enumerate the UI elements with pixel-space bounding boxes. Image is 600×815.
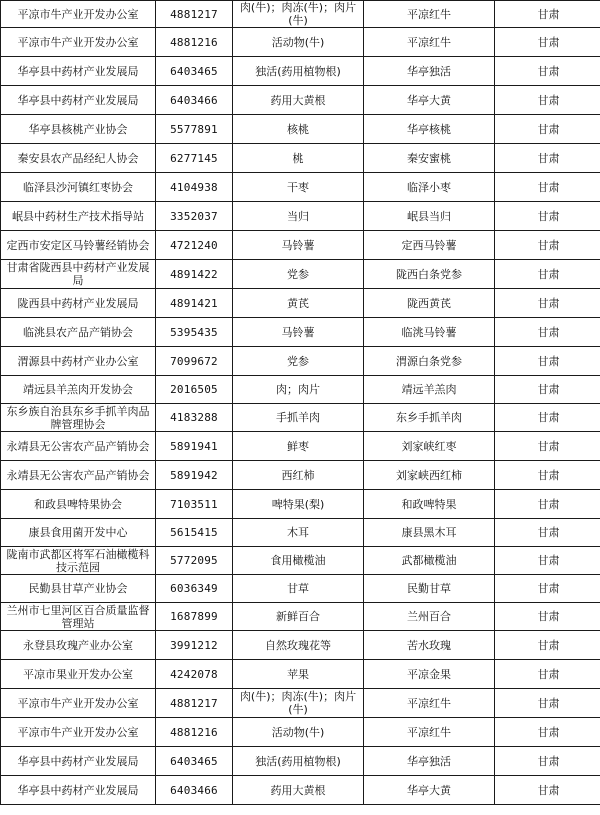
cell-product: 独活(药用植物根) — [233, 747, 364, 776]
table-row — [1, 57, 600, 86]
cell-product: 肉；肉片 — [233, 376, 364, 404]
cell-applicant: 岷县中药材生产技术指导站 — [1, 202, 156, 231]
cell-registration-number: 6036349 — [156, 575, 233, 603]
cell-registration-number: 7099672 — [156, 347, 233, 376]
cell-applicant: 永登县玫瑰产业办公室 — [1, 631, 156, 660]
cell-region: 甘肃 — [495, 461, 600, 490]
cell-applicant: 华亭县中药材产业发展局 — [1, 86, 156, 115]
cell-product: 核桃 — [233, 115, 364, 144]
cell-trademark: 华亭核桃 — [364, 115, 495, 144]
cell-region: 甘肃 — [495, 404, 600, 432]
cell-region: 甘肃 — [495, 318, 600, 347]
cell-applicant: 永靖县无公害农产品产销协会 — [1, 461, 156, 490]
cell-product: 活动物(牛) — [233, 718, 364, 747]
cell-product: 鲜枣 — [233, 432, 364, 461]
cell-trademark: 陇西白条党参 — [364, 260, 495, 289]
cell-product: 干枣 — [233, 173, 364, 202]
cell-applicant: 华亭县中药材产业发展局 — [1, 776, 156, 805]
cell-product: 肉(牛)；肉冻(牛)；肉片(牛) — [233, 689, 364, 718]
cell-registration-number: 5772095 — [156, 547, 233, 575]
cell-applicant: 平凉市牛产业开发办公室 — [1, 689, 156, 718]
cell-region: 甘肃 — [495, 86, 600, 115]
table-row — [1, 575, 600, 603]
table-row — [1, 115, 600, 144]
cell-registration-number: 4242078 — [156, 660, 233, 689]
cell-product: 肉(牛)；肉冻(牛)；肉片(牛) — [233, 1, 364, 28]
table-row — [1, 404, 600, 432]
cell-applicant: 东乡族自治县东乡手抓羊肉品牌管理协会 — [1, 404, 156, 432]
cell-product: 木耳 — [233, 519, 364, 547]
cell-product: 自然玫瑰花等 — [233, 631, 364, 660]
cell-region: 甘肃 — [495, 747, 600, 776]
cell-region: 甘肃 — [495, 519, 600, 547]
cell-product: 党参 — [233, 347, 364, 376]
table-row — [1, 376, 600, 404]
table-row — [1, 490, 600, 519]
cell-trademark: 平凉红牛 — [364, 689, 495, 718]
cell-applicant: 临泽县沙河镇红枣协会 — [1, 173, 156, 202]
cell-product: 黄芪 — [233, 289, 364, 318]
cell-region: 甘肃 — [495, 347, 600, 376]
table-row — [1, 660, 600, 689]
cell-product: 药用大黄根 — [233, 86, 364, 115]
cell-registration-number: 5891942 — [156, 461, 233, 490]
cell-applicant: 华亭县中药材产业发展局 — [1, 57, 156, 86]
cell-registration-number: 2016505 — [156, 376, 233, 404]
cell-registration-number: 4881216 — [156, 718, 233, 747]
cell-product: 甘草 — [233, 575, 364, 603]
cell-trademark: 平凉红牛 — [364, 1, 495, 28]
cell-trademark: 刘家峡红枣 — [364, 432, 495, 461]
cell-applicant: 平凉市牛产业开发办公室 — [1, 1, 156, 28]
cell-trademark: 渭源白条党参 — [364, 347, 495, 376]
cell-applicant: 定西市安定区马铃薯经销协会 — [1, 231, 156, 260]
cell-trademark: 和政啤特果 — [364, 490, 495, 519]
cell-region: 甘肃 — [495, 432, 600, 461]
cell-region: 甘肃 — [495, 631, 600, 660]
table-row — [1, 689, 600, 718]
cell-applicant: 永靖县无公害农产品产销协会 — [1, 432, 156, 461]
cell-region: 甘肃 — [495, 260, 600, 289]
cell-product: 苹果 — [233, 660, 364, 689]
cell-applicant: 平凉市牛产业开发办公室 — [1, 28, 156, 57]
table-row — [1, 631, 600, 660]
cell-trademark: 刘家峡西红柿 — [364, 461, 495, 490]
table-row — [1, 547, 600, 575]
cell-applicant: 靖远县羊羔肉开发协会 — [1, 376, 156, 404]
cell-trademark: 陇西黄芪 — [364, 289, 495, 318]
table-row — [1, 231, 600, 260]
cell-registration-number: 4881217 — [156, 689, 233, 718]
table-row — [1, 318, 600, 347]
cell-trademark: 民勤甘草 — [364, 575, 495, 603]
cell-applicant: 平凉市果业开发办公室 — [1, 660, 156, 689]
cell-registration-number: 6403466 — [156, 86, 233, 115]
cell-region: 甘肃 — [495, 718, 600, 747]
cell-region: 甘肃 — [495, 57, 600, 86]
cell-trademark: 岷县当归 — [364, 202, 495, 231]
table-row — [1, 461, 600, 490]
cell-product: 马铃薯 — [233, 231, 364, 260]
cell-trademark: 武都橄榄油 — [364, 547, 495, 575]
table-row — [1, 519, 600, 547]
cell-region: 甘肃 — [495, 660, 600, 689]
cell-registration-number: 4881216 — [156, 28, 233, 57]
cell-trademark: 华亭独活 — [364, 57, 495, 86]
cell-trademark: 临泽小枣 — [364, 173, 495, 202]
cell-applicant: 华亭县核桃产业协会 — [1, 115, 156, 144]
table-body — [1, 1, 600, 805]
cell-region: 甘肃 — [495, 547, 600, 575]
cell-trademark: 苦水玫瑰 — [364, 631, 495, 660]
cell-product: 新鲜百合 — [233, 603, 364, 631]
table-row — [1, 28, 600, 57]
table-row — [1, 202, 600, 231]
cell-region: 甘肃 — [495, 173, 600, 202]
cell-region: 甘肃 — [495, 776, 600, 805]
cell-applicant: 和政县啤特果协会 — [1, 490, 156, 519]
table-row — [1, 289, 600, 318]
cell-product: 西红柿 — [233, 461, 364, 490]
cell-applicant: 平凉市牛产业开发办公室 — [1, 718, 156, 747]
table-row — [1, 718, 600, 747]
cell-product: 手抓羊肉 — [233, 404, 364, 432]
cell-trademark: 兰州百合 — [364, 603, 495, 631]
cell-trademark: 靖远羊羔肉 — [364, 376, 495, 404]
cell-product: 食用橄榄油 — [233, 547, 364, 575]
cell-region: 甘肃 — [495, 289, 600, 318]
cell-product: 桃 — [233, 144, 364, 173]
cell-trademark: 华亭大黄 — [364, 86, 495, 115]
table-row — [1, 1, 600, 28]
cell-applicant: 陇西县中药材产业发展局 — [1, 289, 156, 318]
cell-registration-number: 7103511 — [156, 490, 233, 519]
cell-trademark: 华亭大黄 — [364, 776, 495, 805]
cell-trademark: 秦安蜜桃 — [364, 144, 495, 173]
cell-region: 甘肃 — [495, 689, 600, 718]
cell-product: 独活(药用植物根) — [233, 57, 364, 86]
cell-product: 当归 — [233, 202, 364, 231]
cell-region: 甘肃 — [495, 376, 600, 404]
cell-registration-number: 4891422 — [156, 260, 233, 289]
cell-region: 甘肃 — [495, 231, 600, 260]
table-row — [1, 144, 600, 173]
cell-applicant: 兰州市七里河区百合质量监督管理站 — [1, 603, 156, 631]
table-row — [1, 603, 600, 631]
cell-product: 马铃薯 — [233, 318, 364, 347]
cell-applicant: 陇南市武都区将军石油橄榄科技示范园 — [1, 547, 156, 575]
cell-registration-number: 4721240 — [156, 231, 233, 260]
cell-product: 活动物(牛) — [233, 28, 364, 57]
cell-applicant: 秦安县农产品经纪人协会 — [1, 144, 156, 173]
cell-registration-number: 4104938 — [156, 173, 233, 202]
cell-trademark: 东乡手抓羊肉 — [364, 404, 495, 432]
cell-region: 甘肃 — [495, 202, 600, 231]
cell-trademark: 平凉金果 — [364, 660, 495, 689]
cell-trademark: 康县黑木耳 — [364, 519, 495, 547]
cell-trademark: 平凉红牛 — [364, 28, 495, 57]
table-row — [1, 432, 600, 461]
cell-registration-number: 4891421 — [156, 289, 233, 318]
cell-registration-number: 5395435 — [156, 318, 233, 347]
cell-product: 啤特果(梨) — [233, 490, 364, 519]
table-row — [1, 173, 600, 202]
cell-applicant: 甘肃省陇西县中药材产业发展局 — [1, 260, 156, 289]
cell-registration-number: 5615415 — [156, 519, 233, 547]
cell-applicant: 民勤县甘草产业协会 — [1, 575, 156, 603]
table-row — [1, 776, 600, 805]
cell-trademark: 平凉红牛 — [364, 718, 495, 747]
table-row — [1, 260, 600, 289]
cell-applicant: 康县食用菌开发中心 — [1, 519, 156, 547]
cell-trademark: 临洮马铃薯 — [364, 318, 495, 347]
cell-region: 甘肃 — [495, 115, 600, 144]
cell-region: 甘肃 — [495, 144, 600, 173]
cell-trademark: 定西马铃薯 — [364, 231, 495, 260]
cell-registration-number: 1687899 — [156, 603, 233, 631]
cell-registration-number: 6277145 — [156, 144, 233, 173]
cell-product: 药用大黄根 — [233, 776, 364, 805]
cell-applicant: 华亭县中药材产业发展局 — [1, 747, 156, 776]
cell-region: 甘肃 — [495, 603, 600, 631]
table-row — [1, 347, 600, 376]
cell-region: 甘肃 — [495, 1, 600, 28]
cell-trademark: 华亭独活 — [364, 747, 495, 776]
cell-product: 党参 — [233, 260, 364, 289]
cell-region: 甘肃 — [495, 28, 600, 57]
cell-registration-number: 6403466 — [156, 776, 233, 805]
cell-registration-number: 5577891 — [156, 115, 233, 144]
cell-region: 甘肃 — [495, 575, 600, 603]
table-row — [1, 747, 600, 776]
cell-registration-number: 6403465 — [156, 57, 233, 86]
cell-registration-number: 4183288 — [156, 404, 233, 432]
cell-applicant: 渭源县中药材产业办公室 — [1, 347, 156, 376]
cell-applicant: 临洮县农产品产销协会 — [1, 318, 156, 347]
cell-registration-number: 3352037 — [156, 202, 233, 231]
table-row — [1, 86, 600, 115]
cell-registration-number: 5891941 — [156, 432, 233, 461]
cell-registration-number: 4881217 — [156, 1, 233, 28]
cell-registration-number: 6403465 — [156, 747, 233, 776]
cell-registration-number: 3991212 — [156, 631, 233, 660]
cell-region: 甘肃 — [495, 490, 600, 519]
